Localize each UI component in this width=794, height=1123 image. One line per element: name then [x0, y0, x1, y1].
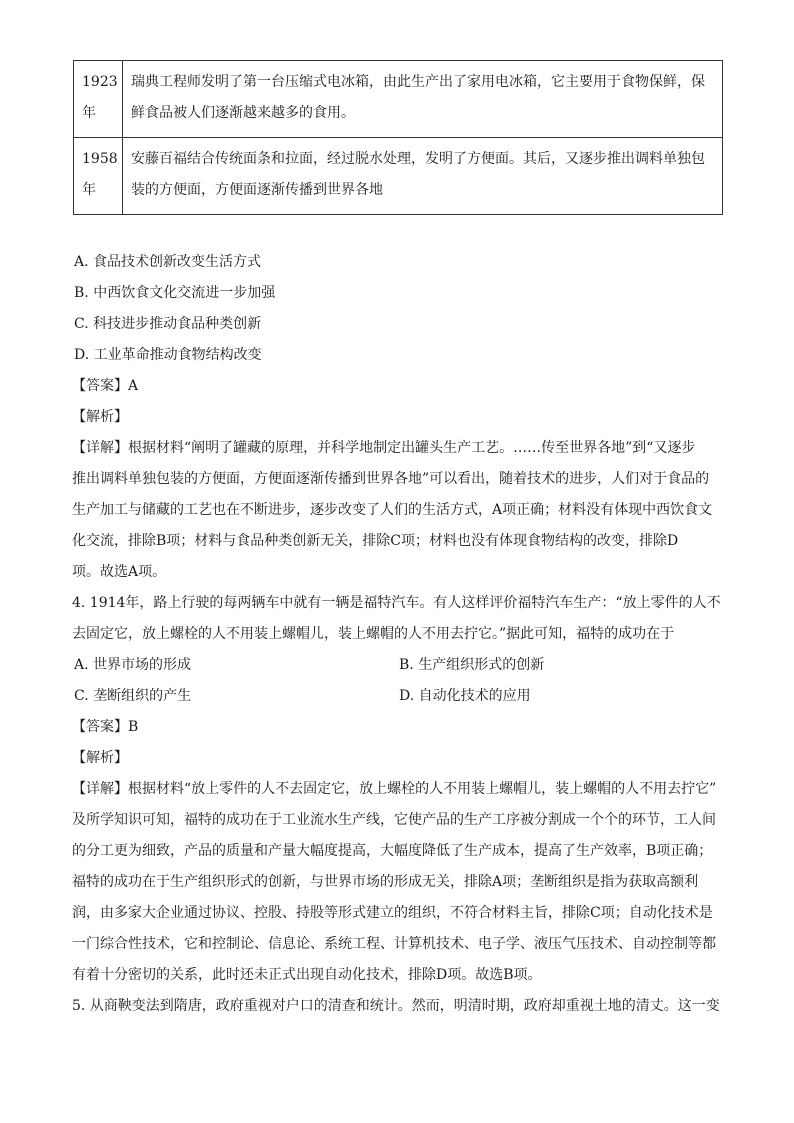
q3-option-d[interactable]: D. 工业革命推动食物结构改变	[74, 347, 262, 363]
table-row	[74, 61, 723, 138]
q4-option-a[interactable]: A. 世界市场的形成	[74, 657, 192, 673]
q4-detail	[72, 774, 724, 991]
q4-options-row	[72, 650, 724, 681]
q4-stem-line: 4. 1914年，路上行驶的每两辆车中就有一辆是福特汽车。有人这样评价福特汽车生产：“放上零件的人不	[72, 595, 721, 611]
q4-detail-line: 润，由多家大企业通过协议、控股、持股等形式建立的组织，不符合材料主旨，排除C项；自动化技术是	[72, 905, 713, 921]
q3-detail	[72, 433, 724, 588]
table-year-cell: 1958年	[74, 138, 123, 215]
q3-detail-line: 【详解】根据材料“阐明了罐藏的原理，并科学地制定出罐头生产工艺。……传至世界各地”到“又逐步	[72, 440, 696, 456]
q3-detail-line: 项。故选A项。	[72, 564, 167, 580]
q5-stem: 5. 从商鞅变法到隋唐，政府重视对户口的清查和统计。然而，明清时期，政府却重视土地的清丈。这一变	[72, 998, 720, 1014]
q4-stem-line: 去固定它，放上螺栓的人不用装上螺帽儿，装上螺帽的人不用去拧它。”据此可知，福特的成功在于	[72, 626, 675, 642]
q4-option-c[interactable]: C. 垄断组织的产生	[74, 688, 192, 704]
table-year-cell: 1923年	[74, 61, 123, 138]
q4-detail-line: 有着十分密切的关系，此时还未正式出现自动化技术，排除D项。故选B项。	[72, 967, 542, 983]
q4-detail-line: 【详解】根据材料“放上零件的人不去固定它，放上螺栓的人不用装上螺帽儿，装上螺帽的人不用去拧它”	[72, 781, 717, 797]
q4-options-row	[72, 681, 724, 712]
q4-analysis-heading: 【解析】	[72, 750, 128, 766]
q3-detail-line: 生产加工与储藏的工艺也在不断进步，逐步改变了人们的生活方式，A项正确；材料没有体现中西饮食文	[72, 502, 713, 518]
table-text-cell: 安藤百福结合传统面条和拉面，经过脱水处理，发明了方便面。其后，又逐步推出调料单独包装的方便面，方便面逐渐传播到世界各地	[123, 138, 723, 215]
q3-answer: 【答案】A	[72, 378, 139, 394]
q4-option-b[interactable]: B. 生产组织形式的创新	[399, 657, 545, 673]
q4-options	[72, 650, 724, 712]
material-table	[73, 60, 723, 215]
q3-analysis-heading: 【解析】	[72, 409, 128, 425]
table-row	[74, 138, 723, 215]
q3-detail-line: 推出调料单独包装的方便面，方便面逐渐传播到世界各地”可以看出，随着技术的进步，人们对于食品的	[72, 471, 710, 487]
q4-option-d[interactable]: D. 自动化技术的应用	[399, 688, 531, 704]
table-text-cell: 瑞典工程师发明了第一台压缩式电冰箱，由此生产出了家用电冰箱，它主要用于食物保鲜，保鲜食品被人们逐渐越来越多的食用。	[123, 61, 723, 138]
q3-option-a[interactable]: A. 食品技术创新改变生活方式	[74, 254, 262, 270]
q3-detail-line: 化交流，排除B项；材料与食品种类创新无关，排除C项；材料也没有体现食物结构的改变，排除D	[72, 533, 679, 549]
document-page	[72, 60, 724, 1022]
q3-option-c[interactable]: C. 科技进步推动食品种类创新	[74, 316, 262, 332]
q3-options	[72, 247, 724, 371]
q4-detail-line: 福特的成功在于生产组织形式的创新，与世界市场的形成无关，排除A项；垄断组织是指为获取高额利	[72, 874, 699, 890]
q4-detail-line: 及所学知识可知，福特的成功在于工业流水生产线，它使产品的生产工序被分割成一个个的环节，工人间	[72, 812, 716, 828]
q4-answer: 【答案】B	[72, 719, 139, 735]
q3-option-b[interactable]: B. 中西饮食文化交流进一步加强	[74, 285, 276, 301]
q4-detail-line: 的分工更为细致，产品的质量和产量大幅度提高，大幅度降低了生产成本，提高了生产效率，B项正确；	[72, 843, 713, 859]
q4-stem	[72, 588, 724, 650]
q4-detail-line: 一门综合性技术，它和控制论、信息论、系统工程、计算机技术、电子学、液压气压技术、自动控制等都	[72, 936, 716, 952]
